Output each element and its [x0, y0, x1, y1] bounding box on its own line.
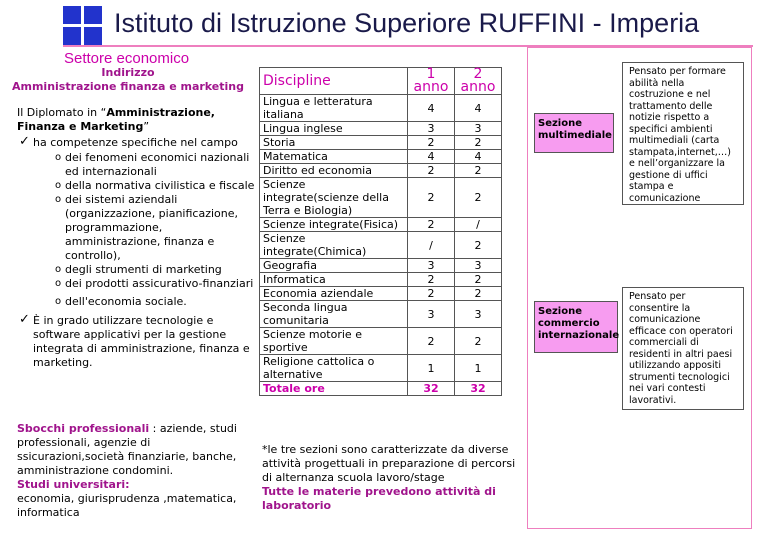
table-total-row	[260, 382, 502, 396]
section-desc-commercio: Pensato per consentire la comunicazione efficace con operatori commerciali di residenti in altri paesi utilizzando appositi strumenti tecnologici nei vari contesti lavorativi.	[622, 287, 744, 410]
table-row	[260, 287, 502, 301]
school-logo	[63, 6, 103, 46]
list-item-text: dei fenomeni economici nazionali ed internazionali	[65, 151, 250, 178]
subject-cell: Diritto ed economia	[260, 164, 408, 178]
hours-cell: 2	[408, 136, 455, 150]
subject-cell: Geografia	[260, 259, 408, 273]
hours-cell: 4	[408, 150, 455, 164]
hours-cell: 2	[408, 218, 455, 232]
table-row	[260, 150, 502, 164]
list-item	[17, 295, 257, 309]
hours-cell: 2	[408, 273, 455, 287]
column-header-discipline: Discipline	[260, 68, 408, 95]
subject-cell: Informatica	[260, 273, 408, 287]
circle-bullet-icon: o	[55, 194, 62, 205]
hours-cell: 2	[455, 164, 502, 178]
hours-cell: 2	[455, 178, 502, 218]
section-label-multimediale: Sezione multimediale	[534, 113, 614, 153]
hours-cell: 1	[455, 355, 502, 382]
list-item	[17, 151, 257, 179]
list-item	[17, 179, 257, 193]
subject-cell: Lingua inglese	[260, 122, 408, 136]
career-outlets	[17, 422, 243, 520]
table-row	[260, 355, 502, 382]
section-desc-multimediale: Pensato per formare abilità nella costruzione e nel trattamento delle notizie rispetto a specifici ambienti multimediali (carta stampata,internet,…) e nell’organizzare la gestione di uffici stampa e comunicazione	[622, 62, 744, 205]
indirizzo-label: Indirizzo	[101, 66, 155, 79]
hours-cell: 3	[408, 301, 455, 328]
circle-bullet-icon: o	[55, 296, 62, 307]
table-row	[260, 164, 502, 178]
table-row	[260, 259, 502, 273]
check-item-competenze	[17, 136, 257, 150]
subject-cell: Religione cattolica o alternative	[260, 355, 408, 382]
hours-cell: 4	[408, 95, 455, 122]
column-header-year2: 2 anno	[455, 68, 502, 95]
sections-note	[262, 443, 518, 513]
section-label-commercio: Sezione commercio internazionale	[534, 301, 618, 353]
hours-cell: /	[455, 218, 502, 232]
hours-cell: 2	[408, 287, 455, 301]
list-item-text: dei sistemi aziendali (organizzazione, pianificazione, programmazione, amministrazione, finanza e controllo),	[65, 193, 239, 262]
checkmark-icon: ✓	[19, 134, 30, 149]
check-item-text: È in grado utilizzare tecnologie e software applicativi per la gestione integrata di amministrazione, finanza e marketing.	[33, 314, 250, 369]
note-text: *le tre sezioni sono caratterizzate da diverse attività progettuali in preparazione di percorsi di alternanza scuola lavoro/stage	[262, 443, 516, 484]
subject-cell: Economia aziendale	[260, 287, 408, 301]
page-title: Istituto di Istruzione Superiore RUFFINI - Imperia	[114, 8, 700, 38]
indirizzo-heading	[0, 66, 256, 94]
hours-cell: 3	[455, 301, 502, 328]
table-row	[260, 136, 502, 150]
curriculum-table	[259, 67, 502, 396]
table-row	[260, 178, 502, 218]
total-year2: 32	[455, 382, 502, 396]
column-header-year1: 1 anno	[408, 68, 455, 95]
intro-suffix: ”	[143, 120, 150, 133]
check-item-tecnologie	[17, 314, 257, 370]
table-header-row	[260, 68, 502, 95]
hours-cell: 2	[455, 273, 502, 287]
list-item-text: dell'economia sociale.	[65, 295, 187, 308]
hours-cell: 2	[455, 136, 502, 150]
hours-cell: 3	[455, 122, 502, 136]
list-item	[17, 193, 257, 263]
table-row	[260, 232, 502, 259]
hours-cell: 2	[408, 328, 455, 355]
hours-cell: 2	[408, 178, 455, 218]
intro-prefix: Il Diplomato in “	[17, 106, 107, 119]
hours-cell: 1	[408, 355, 455, 382]
university-label: Studi universitari:	[17, 478, 130, 491]
total-label: Totale ore	[260, 382, 408, 396]
subject-cell: Scienze integrate(Chimica)	[260, 232, 408, 259]
list-item-text: degli strumenti di marketing	[65, 263, 222, 276]
competences-list	[17, 136, 257, 370]
circle-bullet-icon: o	[55, 152, 62, 163]
university-text: economia, giurisprudenza ,matematica, informatica	[17, 492, 237, 519]
hours-cell: 2	[455, 232, 502, 259]
subject-cell: Storia	[260, 136, 408, 150]
subject-cell: Scienze motorie e sportive	[260, 328, 408, 355]
subject-cell: Matematica	[260, 150, 408, 164]
hours-cell: 3	[408, 122, 455, 136]
hours-cell: 4	[455, 150, 502, 164]
diploma-intro	[17, 106, 249, 134]
circle-bullet-icon: o	[55, 264, 62, 275]
table-row	[260, 95, 502, 122]
table-row	[260, 273, 502, 287]
hours-cell: 2	[455, 328, 502, 355]
list-item	[17, 263, 257, 277]
sector-label: Settore economico	[64, 50, 190, 67]
sbocchi-label: Sbocchi professionali	[17, 422, 150, 435]
circle-bullet-icon: o	[55, 180, 62, 191]
table-row	[260, 122, 502, 136]
subject-cell: Lingua e letteratura italiana	[260, 95, 408, 122]
total-year1: 32	[408, 382, 455, 396]
checkmark-icon: ✓	[19, 312, 30, 327]
hours-cell: 2	[408, 164, 455, 178]
list-item-text: dei prodotti assicurativo-finanziari	[65, 277, 254, 290]
hours-cell: 3	[455, 259, 502, 273]
subject-cell: Seconda lingua comunitaria	[260, 301, 408, 328]
check-item-text: ha competenze specifiche nel campo	[33, 136, 238, 149]
list-item-text: della normativa civilistica e fiscale	[65, 179, 255, 192]
subject-cell: Scienze integrate(Fisica)	[260, 218, 408, 232]
sbocchi-text: : aziende, studi professionali, agenzie di ssicurazioni,società finanziarie, banche, amministrazione condomini.	[17, 422, 237, 477]
table-row	[260, 301, 502, 328]
table-row	[260, 328, 502, 355]
indirizzo-name: Amministrazione finanza e marketing	[11, 80, 245, 93]
hours-cell: /	[408, 232, 455, 259]
table-row	[260, 218, 502, 232]
note-bold: Tutte le materie prevedono attività di laboratorio	[262, 485, 496, 512]
circle-bullet-icon: o	[55, 278, 62, 289]
intro-bold: Amministrazione, Finanza e Marketing	[17, 106, 215, 133]
subject-cell: Scienze integrate(scienze della Terra e Biologia)	[260, 178, 408, 218]
hours-cell: 3	[408, 259, 455, 273]
hours-cell: 4	[455, 95, 502, 122]
hours-cell: 2	[455, 287, 502, 301]
list-item	[17, 277, 257, 291]
